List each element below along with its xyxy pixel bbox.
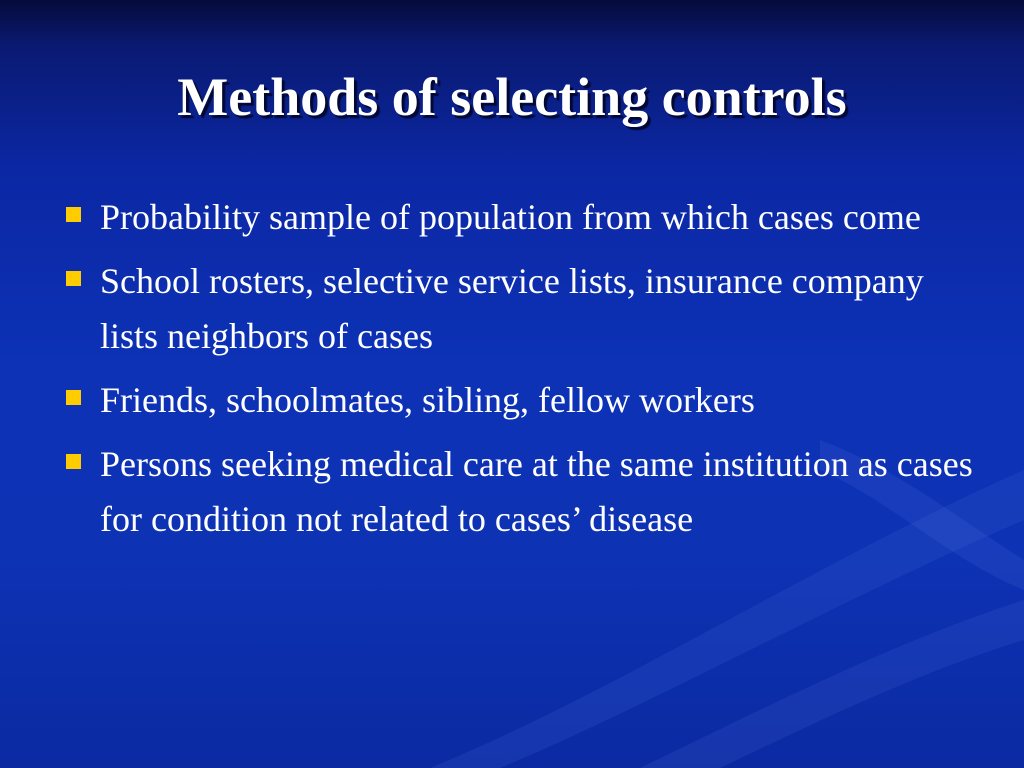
square-bullet-icon bbox=[66, 390, 81, 405]
bullet-text: Probability sample of population from which cases come bbox=[100, 197, 921, 237]
bullet-item bbox=[60, 190, 980, 245]
slide-title: Methods of selecting controls bbox=[177, 67, 847, 127]
bullet-text: Friends, schoolmates, sibling, fellow workers bbox=[100, 380, 755, 420]
bullet-text: School rosters, selective service lists, insurance company lists neighbors of cases bbox=[100, 261, 924, 356]
bullet-item bbox=[60, 254, 980, 364]
bullet-item bbox=[60, 373, 980, 428]
square-bullet-icon bbox=[66, 454, 81, 469]
bullet-text: Persons seeking medical care at the same institution as cases for condition not related to cases’ disease bbox=[100, 444, 973, 539]
bullet-list bbox=[60, 190, 980, 556]
square-bullet-icon bbox=[66, 271, 81, 286]
square-bullet-icon bbox=[66, 207, 81, 222]
bullet-item bbox=[60, 437, 980, 547]
